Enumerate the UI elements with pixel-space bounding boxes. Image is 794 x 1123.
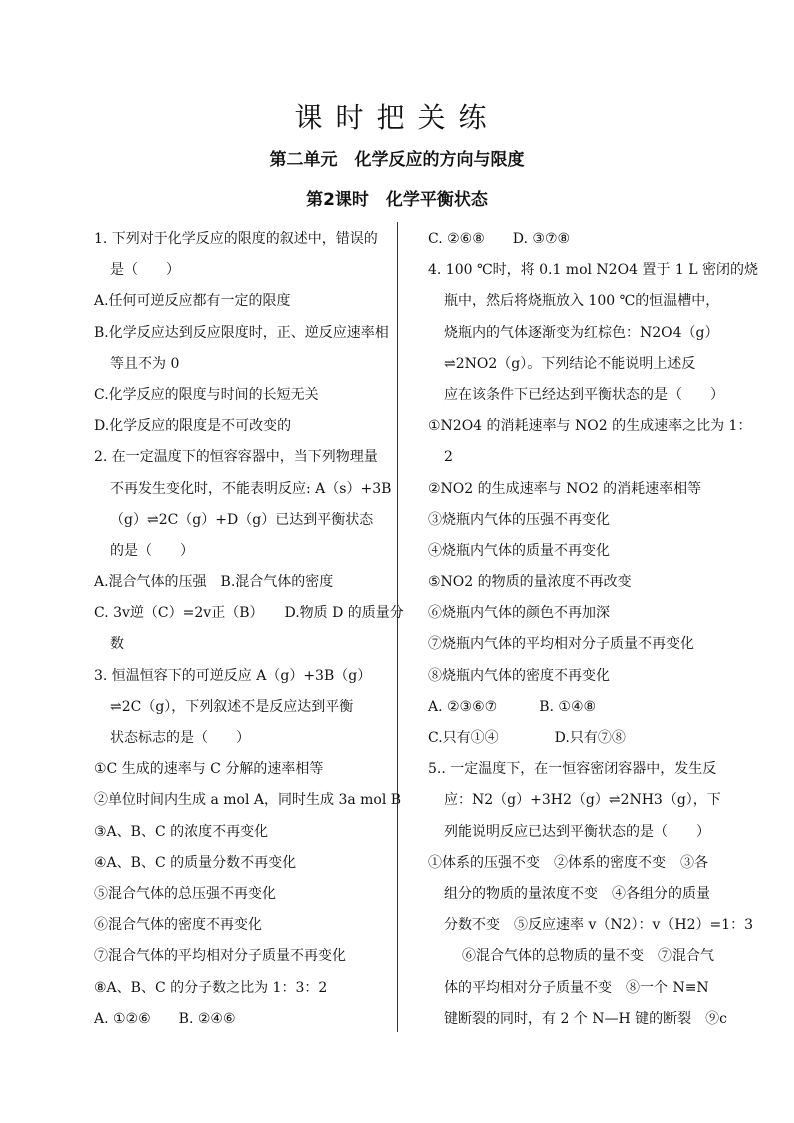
page-title: 课时把关练: [294, 101, 500, 134]
text-line: 3. 恒温恒容下的可逆反应 A（g）+3B（g）: [94, 667, 372, 684]
text-line: ②单位时间内生成 a mol A，同时生成 3a mol B: [94, 792, 402, 809]
text-line: （g）⇌2C（g）+D（g）已达到平衡状态: [110, 511, 374, 528]
text-line: ⇌2NO2（g）。下列结论不能说明上述反: [444, 355, 696, 372]
text-line: ④A、B、C 的质量分数不再变化: [94, 854, 297, 871]
text-line: ⑧A、B、C 的分子数之比为 1：3：2: [94, 979, 328, 996]
text-line: ⇌2C（g），下列叙述不是反应达到平衡: [110, 698, 354, 715]
text-line: A.混合气体的压强 B.混合气体的密度: [94, 574, 334, 591]
text-line: 2: [444, 449, 453, 466]
text-line: D.化学反应的限度是不可改变的: [94, 418, 292, 435]
text-line: ①C 生成的速率与 C 分解的速率相等: [94, 761, 324, 778]
text-line: 的是（ ）: [110, 542, 194, 559]
text-line: ①N2O4 的消耗速率与 NO2 的生成速率之比为 1：: [428, 418, 752, 435]
text-line: A.任何可逆反应都有一定的限度: [94, 293, 291, 310]
text-line: ⑥混合气体的密度不再变化: [94, 917, 262, 934]
text-line: 体的平均相对分子质量不变 ⑧一个 N≡N: [444, 979, 709, 996]
unit-heading: 第二单元 化学反应的方向与限度: [269, 150, 525, 170]
text-line: ⑥烧瓶内气体的颜色不再加深: [428, 605, 610, 622]
text-line: B.化学反应达到反应限度时，正、逆反应速率相: [94, 324, 389, 341]
text-line: 不再发生变化时，不能表明反应: A（s）+3B: [110, 480, 392, 497]
text-line: 烧瓶内的气体逐渐变为红棕色：N2O4（g）: [444, 324, 719, 341]
text-line: ⑦混合气体的平均相对分子质量不再变化: [94, 948, 346, 965]
text-line: ①体系的压强不变 ②体系的密度不变 ③各: [428, 854, 708, 871]
text-line: 5.. 一定温度下，在一恒容密闭容器中，发生反: [428, 761, 717, 778]
lesson-heading: 第2课时 化学平衡状态: [306, 190, 488, 210]
text-line: 1. 下列对于化学反应的限度的叙述中，错误的: [94, 231, 378, 247]
text-line: 组分的物质的量浓度不变 ④各组分的质量: [444, 885, 710, 902]
text-line: 瓶中，然后将烧瓶放入 100 ℃的恒温槽中，: [444, 293, 720, 310]
column-divider: [397, 222, 398, 1032]
left-column: [94, 224, 404, 1035]
text-line: ⑦烧瓶内气体的平均相对分子质量不再变化: [428, 636, 694, 653]
text-line: C. ②⑥⑧ D. ③⑦⑧: [428, 231, 571, 247]
text-line: ③A、B、C 的浓度不再变化: [94, 823, 269, 840]
text-line: ⑥混合气体的总物质的量不变 ⑦混合气: [462, 948, 714, 965]
text-line: ③烧瓶内气体的压强不再变化: [428, 511, 610, 528]
text-line: 是（ ）: [110, 262, 180, 279]
text-line: ⑤NO2 的物质的量浓度不再改变: [428, 574, 632, 591]
text-line: ②NO2 的生成速率与 NO2 的消耗速率相等: [428, 480, 702, 497]
text-line: 分数不变 ⑤反应速率 v（N2）：v（H2）=1：3: [444, 917, 754, 934]
text-line: ④烧瓶内气体的质量不再变化: [428, 542, 610, 559]
text-line: 数: [110, 636, 124, 653]
text-line: A. ①②⑥ B. ②④⑥: [94, 1010, 236, 1027]
text-line: 应在该条件下已经达到平衡状态的是（ ）: [444, 386, 724, 403]
text-line: 键断裂的同时，有 2 个 N—H 键的断裂 ⑨c: [444, 1010, 728, 1027]
text-line: 2. 在一定温度下的恒容容器中，当下列物理量: [94, 449, 378, 466]
text-line: C. 3v逆（C）=2v正（B） D.物质 D 的质量分: [94, 605, 404, 622]
text-line: 等且不为 0: [110, 355, 180, 372]
text-line: 应：N2（g）+3H2（g）⇌2NH3（g），下: [444, 792, 721, 809]
text-line: C.只有①④ D.只有⑦⑧: [428, 730, 626, 746]
text-line: A. ②③⑥⑦ B. ①④⑧: [428, 698, 597, 715]
text-line: 4. 100 ℃时，将 0.1 mol N2O4 置于 1 L 密闭的烧: [428, 262, 758, 279]
text-line: 列能说明反应已达到平衡状态的是（ ）: [444, 823, 710, 840]
text-line: 状态标志的是（ ）: [110, 730, 250, 746]
text-line: C.化学反应的限度与时间的长短无关: [94, 386, 319, 403]
right-column: [428, 224, 758, 1035]
text-line: ⑧烧瓶内气体的密度不再变化: [428, 667, 610, 684]
text-line: ⑤混合气体的总压强不再变化: [94, 885, 276, 902]
